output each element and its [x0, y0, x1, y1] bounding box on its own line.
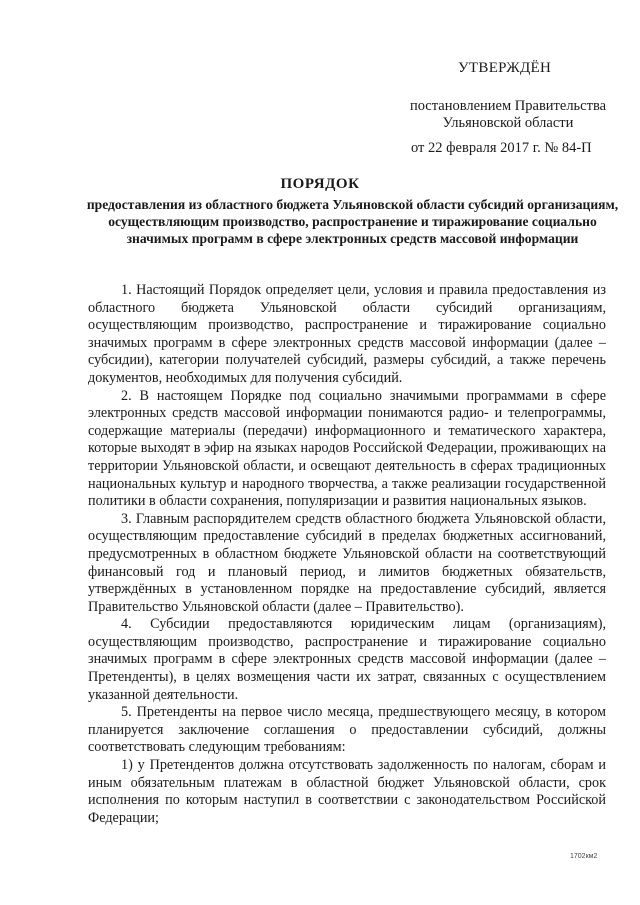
paragraph-3: 3. Главным распорядителем средств областного бюджета Ульяновской области, осуществляющим предоставление субсидий в пределах бюджетных ассигнований, предусмотренных в областном бюджете Ульяновской области на соответствующий финансовый год и плановый период, и лимитов бюджетных обязательств, утверждённых в установленном порядке на предоставление субсидий, является Правительство Ульяновской области (далее – Правительство).: [88, 510, 606, 615]
approval-authority: [403, 98, 613, 132]
paragraph-5: 5. Претенденты на первое число месяца, предшествующего месяцу, в котором планируется заключение соглашения о предоставлении субсидий, должны соответствовать следующим требованиям:: [88, 704, 606, 756]
document-title: ПОРЯДОК: [280, 176, 360, 192]
approval-stamp: УТВЕРЖДЁН: [458, 60, 552, 76]
document-body: [88, 282, 606, 827]
approval-authority-line-1: постановлением Правительства: [409, 98, 607, 114]
approval-authority-line-2: Ульяновской области: [442, 115, 574, 131]
paragraph-4: 4. Субсидии предоставляются юридическим лицам (организациям), осуществляющим производство, распространение и тиражирование социально значимых программ в сфере электронных средств массовой информации (далее – Претенденты), в целях возмещения части их затрат, связанных с осуществлением указанной деятельности.: [88, 616, 606, 703]
document-subtitle: предоставления из областного бюджета Ульяновской области субсидий организациям, осуществляющим производство, распространение и тиражирование социально значимых программ в сфере электронных средств массовой информации: [86, 197, 619, 247]
paragraph-1: 1. Настоящий Порядок определяет цели, условия и правила предоставления из областного бюджета Ульяновской области субсидий организациям, осуществляющим производство, распространение и тиражирование социально значимых программ в сфере электронных средств массовой информации (далее – субсидии), категории получателей субсидий, размеры субсидий, а также перечень документов, необходимых для получения субсидий.: [88, 282, 606, 386]
approval-date: от 22 февраля 2017 г. № 84-П: [411, 140, 592, 156]
footer-code: 1702км2: [570, 853, 598, 860]
paragraph-5-item-1: 1) у Претендентов должна отсутствовать задолженность по налогам, сборам и иным обязательным платежам в областной бюджет Ульяновской области, срок исполнения по которым наступил в соответствии с законодательством Российской Федерации;: [88, 757, 606, 826]
paragraph-2: 2. В настоящем Порядке под социально значимыми программами в сфере электронных средств массовой информации понимаются радио- и телепрограммы, содержащие материалы (передачи) информационного и тематического характера, которые выходят в эфир на языках народов Российской Федерации, проживающих на территории Ульяновской области, и освещают деятельность в сферах традиционных национальных культур и народного творчества, а также реализации государственной политики в области сохранения, популяризации и развития национальных языков.: [88, 387, 606, 510]
